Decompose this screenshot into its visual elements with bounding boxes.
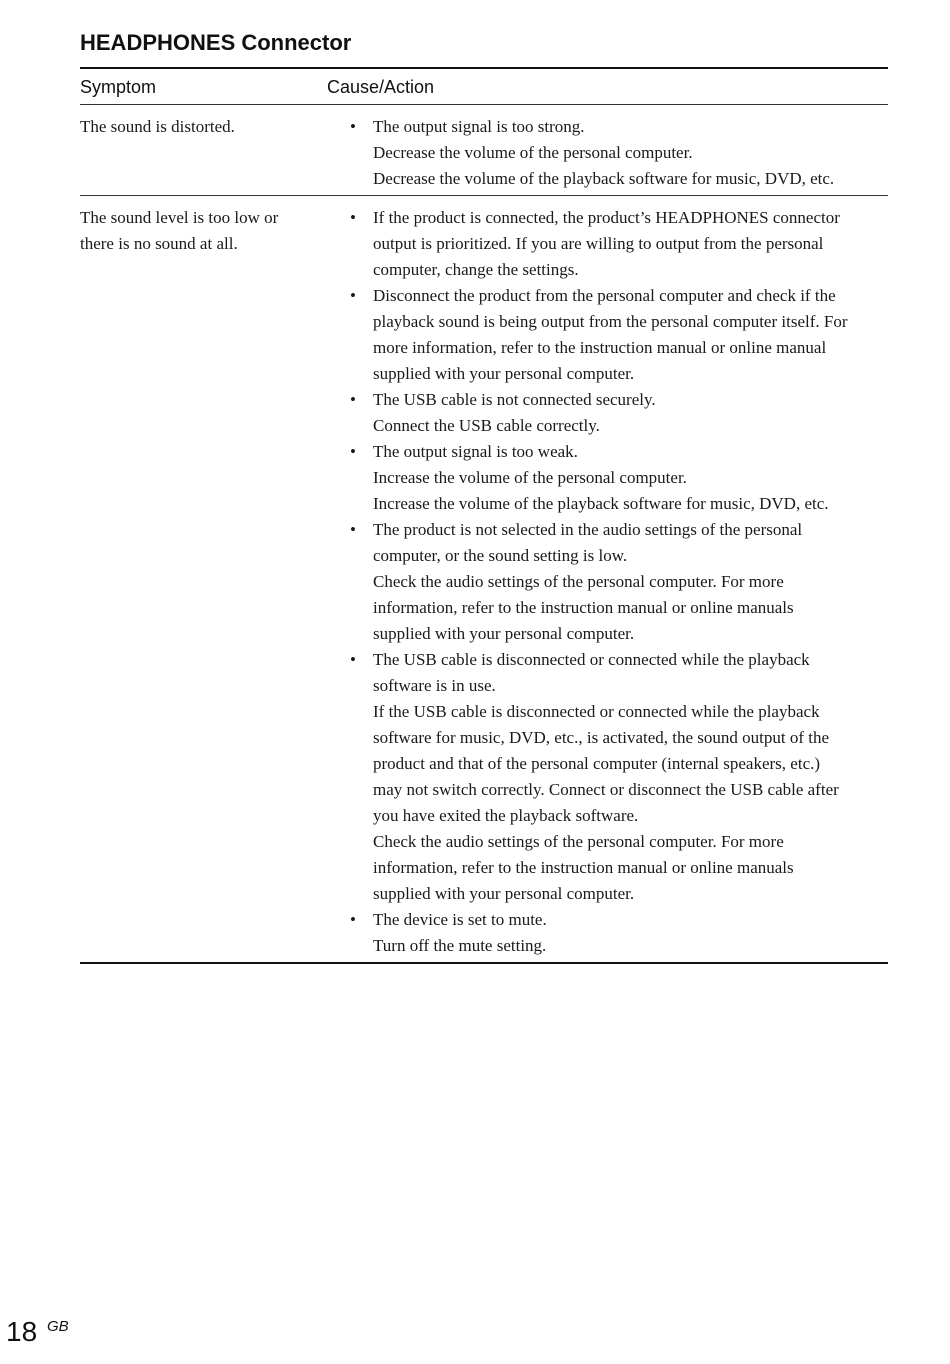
table-row — [80, 105, 888, 195]
symptom-line: The sound is distorted. — [80, 117, 235, 136]
cause-item — [347, 517, 888, 647]
cause-line: The output signal is too strong. — [373, 117, 585, 136]
cause-item — [347, 439, 888, 517]
cause-item — [347, 283, 888, 387]
cause-item — [347, 907, 888, 959]
cause-line: Decrease the volume of the playback software for music, DVD, etc. — [373, 169, 835, 188]
cause-line: playback sound is being output from the personal computer itself. For — [373, 312, 848, 331]
bullet-icon: • — [350, 442, 356, 461]
cause-line: product and that of the personal computer (internal speakers, etc.) — [373, 754, 821, 773]
cause-action-cell — [347, 114, 888, 192]
cause-line: software for music, DVD, etc., is activated, the sound output of the — [373, 728, 830, 747]
cause-line: computer, change the settings. — [373, 260, 579, 279]
cause-item — [347, 205, 888, 283]
bullet-icon: • — [350, 910, 356, 929]
cause-list — [347, 114, 888, 192]
cause-line: information, refer to the instruction manual or online manuals — [373, 598, 794, 617]
cause-item — [347, 647, 888, 907]
symptom-cell — [80, 205, 347, 959]
cause-line: software is in use. — [373, 676, 496, 695]
cause-list — [347, 205, 888, 959]
cause-line: supplied with your personal computer. — [373, 364, 635, 383]
cause-action-cell — [347, 205, 888, 959]
cause-line: computer, or the sound setting is low. — [373, 546, 628, 565]
cause-line: Turn off the mute setting. — [373, 936, 547, 955]
cause-line: supplied with your personal computer. — [373, 624, 635, 643]
page-language-code: GB — [47, 1318, 69, 1335]
cause-line: The USB cable is disconnected or connected while the playback — [373, 650, 810, 669]
table-row — [80, 195, 888, 962]
table-header-row — [80, 69, 888, 105]
cause-line: Decrease the volume of the personal computer. — [373, 143, 693, 162]
cause-line: Increase the volume of the personal computer. — [373, 468, 687, 487]
bullet-icon: • — [350, 208, 356, 227]
bullet-icon: • — [350, 117, 356, 136]
cause-line: information, refer to the instruction manual or online manuals — [373, 858, 794, 877]
cause-line: Connect the USB cable correctly. — [373, 416, 600, 435]
symptom-column-header: Symptom — [80, 77, 157, 97]
cause-line: output is prioritized. If you are willing to output from the personal — [373, 234, 824, 253]
cause-line: If the product is connected, the product’s HEADPHONES connector — [373, 208, 840, 227]
cause-action-column-header: Cause/Action — [327, 77, 435, 97]
cause-line: The product is not selected in the audio settings of the personal — [373, 520, 803, 539]
bullet-icon: • — [350, 286, 356, 305]
cause-line: The output signal is too weak. — [373, 442, 578, 461]
cause-item — [347, 387, 888, 439]
cause-line: more information, refer to the instruction manual or online manual — [373, 338, 827, 357]
page-title: HEADPHONES Connector — [80, 30, 352, 55]
cause-line: supplied with your personal computer. — [373, 884, 635, 903]
bullet-icon: • — [350, 520, 356, 539]
cause-line: Check the audio settings of the personal computer. For more — [373, 832, 784, 851]
cause-line: The device is set to mute. — [373, 910, 547, 929]
cause-line: you have exited the playback software. — [373, 806, 639, 825]
cause-item — [347, 114, 888, 192]
cause-line: Check the audio settings of the personal computer. For more — [373, 572, 784, 591]
cause-line: may not switch correctly. Connect or disconnect the USB cable after — [373, 780, 839, 799]
cause-line: Disconnect the product from the personal computer and check if the — [373, 286, 836, 305]
cause-line: Increase the volume of the playback software for music, DVD, etc. — [373, 494, 829, 513]
symptom-cell — [80, 114, 347, 192]
page-number: 18 — [6, 1316, 38, 1347]
bullet-icon: • — [350, 390, 356, 409]
bullet-icon: • — [350, 650, 356, 669]
cause-line: If the USB cable is disconnected or connected while the playback — [373, 702, 820, 721]
troubleshooting-table — [80, 67, 888, 964]
symptom-line: there is no sound at all. — [80, 234, 238, 253]
symptom-line: The sound level is too low or — [80, 208, 279, 227]
cause-line: The USB cable is not connected securely. — [373, 390, 656, 409]
